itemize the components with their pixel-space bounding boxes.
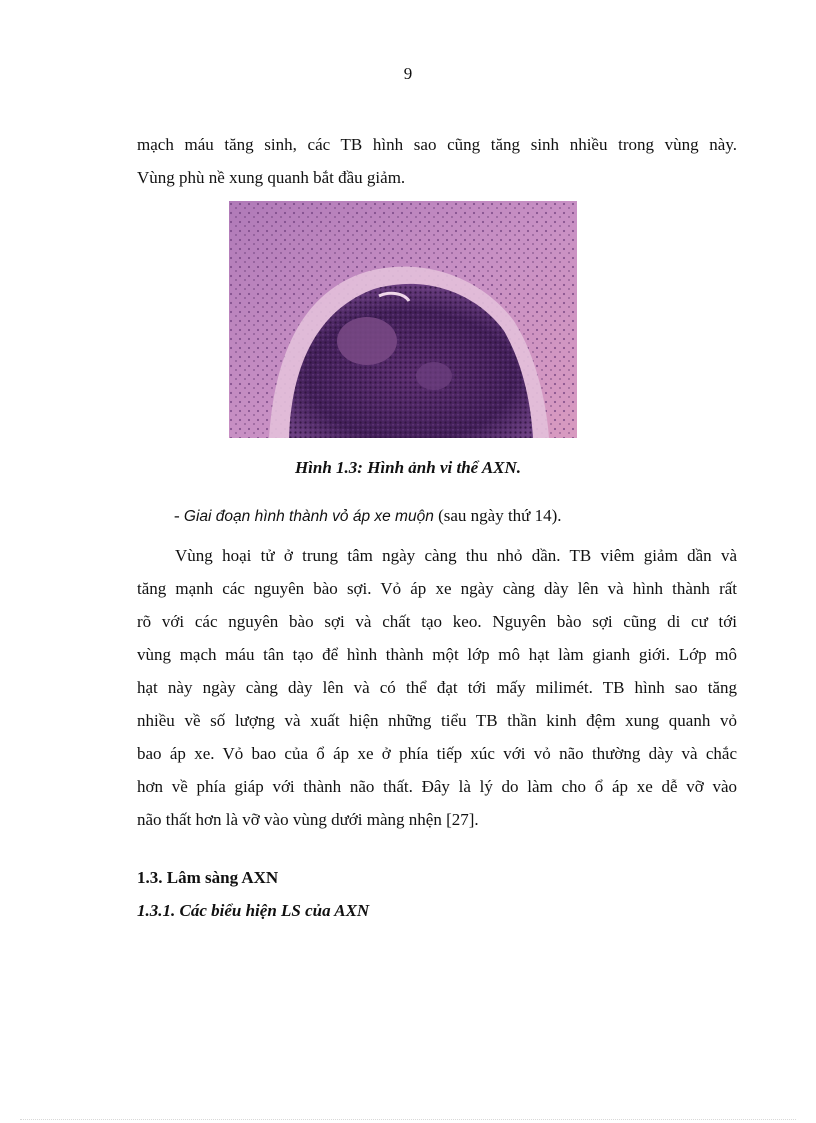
text-line: nhiều về số lượng và xuất hiện những tiểu TB thần kinh đệm xung quanh vỏ	[137, 711, 737, 730]
text-line: vùng mạch máu tân tạo để hình thành một lớp mô hạt làm gianh giới. Lớp mô	[137, 645, 737, 664]
stage-bullet	[174, 506, 562, 526]
giant-cell	[337, 317, 397, 365]
page-number: 9	[403, 64, 413, 83]
text-line: rõ với các nguyên bào sợi và chất tạo keo. Nguyên bào sợi cũng di cư tới	[137, 612, 737, 631]
text-line: bao áp xe. Vỏ bao của ổ áp xe ở phía tiếp xúc với vỏ não thường dày và chắc	[137, 744, 737, 763]
intro-paragraph	[137, 128, 737, 194]
text-line: tăng mạnh các nguyên bào sợi. Vỏ áp xe ngày càng dày lên và hình thành rất	[137, 579, 737, 598]
bullet-prefix: -	[174, 506, 184, 525]
section-heading: 1.3. Lâm sàng AXN	[137, 868, 279, 887]
main-paragraph	[137, 539, 737, 836]
histology-figure	[229, 201, 577, 438]
page-footer-rule	[20, 1119, 796, 1120]
text-line: hạt này ngày càng dày lên và có thể đạt tới mấy milimét. TB hình sao tăng	[137, 678, 737, 697]
text-line: hơn về phía giáp với thành não thất. Đây là lý do làm cho ổ áp xe dễ vỡ vào	[137, 777, 737, 796]
text-line: Vùng hoại tử ở trung tâm ngày càng thu nhỏ dần. TB viêm giảm dần và	[175, 546, 737, 565]
text-line: mạch máu tăng sinh, các TB hình sao cũng tăng sinh nhiều trong vùng này.	[137, 135, 737, 154]
text-line: não thất hơn là vỡ vào vùng dưới màng nhện [27].	[137, 810, 479, 829]
stage-title: Giai đoạn hình thành vỏ áp xe muộn	[183, 508, 434, 525]
figure-caption: Hình 1.3: Hình ảnh vi thể AXN.	[294, 458, 522, 477]
histology-image	[229, 201, 577, 438]
giant-cell	[416, 362, 452, 390]
text-line: Vùng phù nề xung quanh bắt đầu giảm.	[137, 168, 406, 187]
stage-note: (sau ngày thứ 14).	[433, 506, 562, 525]
subsection-heading: 1.3.1. Các biểu hiện LS của AXN	[137, 901, 370, 920]
